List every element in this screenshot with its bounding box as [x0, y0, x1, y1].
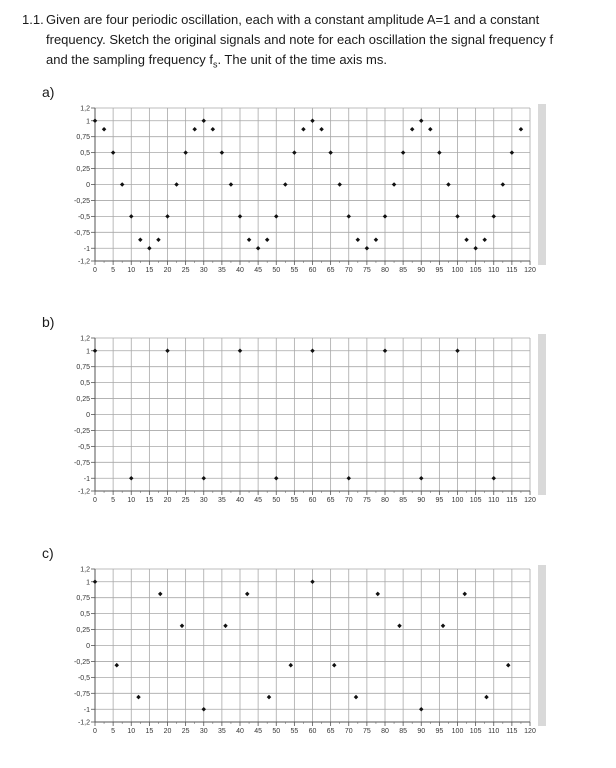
y-tick-label: -0,75	[74, 459, 90, 467]
x-tick-label: 85	[399, 267, 408, 274]
x-tick-label: 75	[362, 267, 371, 274]
x-tick-label: 45	[254, 497, 263, 504]
x-tick-label: 30	[199, 497, 208, 504]
y-tick-label: -0,5	[77, 213, 90, 221]
x-tick-label: 0	[93, 497, 97, 504]
y-tick-label: 0	[86, 643, 90, 650]
subtask-label-a: a)	[42, 84, 55, 100]
x-tick-label: 15	[145, 728, 154, 735]
x-tick-label: 65	[326, 497, 335, 504]
y-tick-label: 0,75	[76, 134, 90, 142]
x-tick-label: 90	[417, 267, 426, 274]
x-tick-label: 20	[163, 728, 172, 735]
y-tick-label: -1,2	[77, 719, 90, 727]
y-tick-label: 0,25	[76, 166, 90, 174]
x-tick-label: 65	[326, 267, 335, 274]
task-statement	[22, 10, 602, 75]
x-tick-label: 0	[93, 267, 97, 274]
x-tick-label: 15	[145, 267, 154, 274]
x-tick-label: 110	[488, 267, 500, 274]
x-tick-label: 65	[326, 728, 335, 735]
subtask-label-b: b)	[42, 314, 55, 330]
x-tick-label: 70	[344, 728, 353, 735]
task-text	[46, 10, 602, 75]
x-tick-label: 5	[111, 497, 116, 504]
x-tick-label: 95	[435, 497, 444, 504]
y-tick-label: 1,2	[80, 566, 90, 574]
x-tick-label: 70	[344, 267, 353, 274]
y-tick-label: 1	[86, 118, 90, 126]
plot-side-strip	[538, 334, 546, 495]
x-tick-label: 40	[236, 497, 244, 504]
y-tick-label: 0,5	[80, 380, 90, 388]
chart-b	[0, 332, 560, 508]
x-tick-label: 100	[451, 728, 464, 735]
task-text-line-2: frequency. Sketch the original signals and note for each oscillation the signal frequency f	[46, 32, 554, 47]
y-tick-label: -1	[83, 245, 90, 253]
x-tick-label: 105	[469, 728, 482, 735]
x-tick-label: 115	[506, 497, 518, 504]
plot-side-strip	[538, 565, 546, 726]
task-text-line-3	[46, 50, 602, 75]
x-tick-label: 5	[111, 267, 116, 274]
x-tick-label: 120	[524, 497, 536, 504]
task-number: 1.1.	[22, 12, 44, 27]
x-tick-label: 40	[236, 267, 244, 274]
x-tick-label: 100	[451, 267, 464, 274]
x-tick-label: 100	[451, 497, 464, 504]
x-tick-label: 25	[181, 497, 190, 504]
x-tick-label: 85	[399, 497, 408, 504]
x-tick-label: 115	[506, 267, 518, 274]
x-tick-label: 105	[469, 267, 482, 274]
y-tick-label: -0,25	[74, 658, 90, 666]
x-tick-label: 10	[127, 728, 136, 735]
x-tick-label: 110	[488, 497, 500, 504]
y-tick-label: -0,75	[74, 690, 90, 698]
y-tick-label: 0	[86, 412, 90, 419]
y-tick-label: 0,75	[76, 595, 90, 603]
x-tick-label: 85	[399, 728, 408, 735]
x-tick-label: 75	[362, 497, 371, 504]
x-tick-label: 35	[217, 497, 226, 504]
y-tick-label: -0,75	[74, 229, 90, 237]
x-tick-label: 55	[290, 497, 299, 504]
y-tick-label: 1	[86, 579, 90, 587]
x-tick-label: 50	[272, 497, 281, 504]
y-tick-label: 0,5	[80, 150, 90, 158]
y-tick-label: -1,2	[77, 488, 90, 496]
task-text-subscript: s	[212, 59, 218, 70]
x-tick-label: 75	[362, 728, 371, 735]
x-tick-label: 20	[163, 497, 172, 504]
y-tick-label: 0,25	[76, 627, 90, 635]
y-tick-label: -0,5	[77, 443, 90, 451]
y-tick-label: 0,25	[76, 396, 90, 404]
x-tick-label: 30	[199, 728, 208, 735]
x-tick-label: 0	[93, 728, 97, 735]
y-tick-label: -1	[83, 706, 90, 714]
x-tick-label: 80	[381, 497, 389, 504]
task-text-line-3-pre: and the sampling frequency f	[46, 52, 213, 67]
y-tick-label: 1	[86, 348, 90, 356]
x-tick-label: 90	[417, 497, 426, 504]
plot-side-strip	[538, 104, 546, 265]
x-tick-label: 30	[199, 267, 208, 274]
x-tick-label: 25	[181, 728, 190, 735]
x-tick-label: 115	[506, 728, 518, 735]
x-tick-label: 60	[308, 267, 317, 274]
y-tick-label: -1,2	[77, 258, 90, 266]
x-tick-label: 25	[181, 267, 190, 274]
x-tick-label: 10	[127, 267, 136, 274]
x-tick-label: 15	[145, 497, 154, 504]
task-text-line-3-post: . The unit of the time axis ms.	[217, 52, 387, 67]
x-tick-label: 45	[254, 267, 263, 274]
chart-c	[0, 563, 560, 739]
x-tick-label: 60	[308, 728, 317, 735]
y-tick-label: 0,5	[80, 611, 90, 619]
x-tick-label: 95	[435, 267, 444, 274]
y-tick-label: -1	[83, 475, 90, 483]
y-tick-label: 1,2	[80, 335, 90, 343]
x-tick-label: 105	[469, 497, 482, 504]
x-tick-label: 50	[272, 267, 281, 274]
x-tick-label: 35	[217, 267, 226, 274]
task-text-line-1: Given are four periodic oscillation, each with a constant amplitude A=1 and a constant	[46, 12, 540, 27]
x-tick-label: 55	[290, 728, 299, 735]
x-tick-label: 70	[344, 497, 353, 504]
x-tick-label: 80	[381, 267, 389, 274]
y-tick-label: -0,5	[77, 674, 90, 682]
x-tick-label: 20	[163, 267, 172, 274]
y-tick-label: -0,25	[74, 197, 90, 205]
y-tick-label: 1,2	[80, 105, 90, 113]
x-tick-label: 50	[272, 728, 281, 735]
y-tick-label: 0,75	[76, 364, 90, 372]
x-tick-label: 55	[290, 267, 299, 274]
x-tick-label: 110	[488, 728, 500, 735]
x-tick-label: 120	[524, 728, 536, 735]
x-tick-label: 90	[417, 728, 426, 735]
y-tick-label: 0	[86, 182, 90, 189]
x-tick-label: 10	[127, 497, 136, 504]
x-tick-label: 120	[524, 267, 536, 274]
x-tick-label: 45	[254, 728, 263, 735]
x-tick-label: 80	[381, 728, 389, 735]
x-tick-label: 60	[308, 497, 317, 504]
y-tick-label: -0,25	[74, 427, 90, 435]
x-tick-label: 5	[111, 728, 116, 735]
x-tick-label: 95	[435, 728, 444, 735]
chart-a	[0, 102, 560, 278]
x-tick-label: 40	[236, 728, 244, 735]
subtask-label-c: c)	[42, 545, 54, 561]
x-tick-label: 35	[217, 728, 226, 735]
